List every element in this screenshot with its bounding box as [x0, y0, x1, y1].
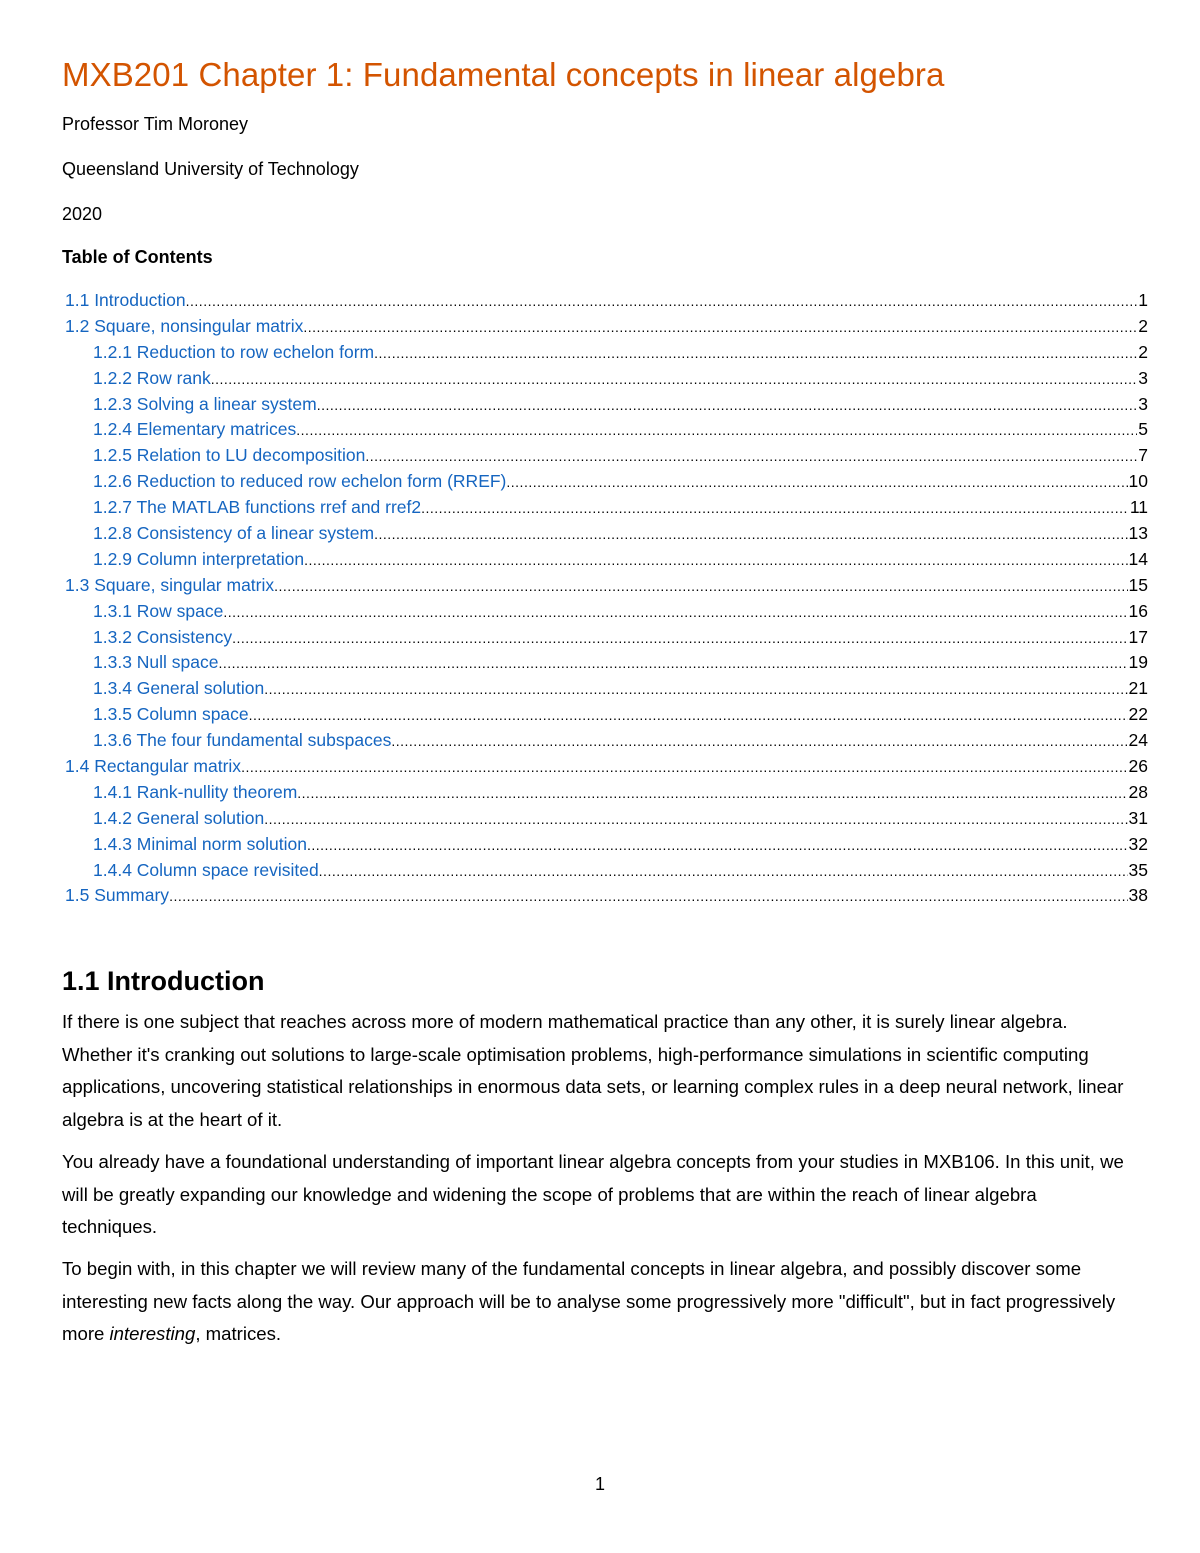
toc-dot-leader — [219, 651, 1128, 677]
toc-entry[interactable] — [62, 314, 1148, 340]
toc-page-number: 32 — [1128, 833, 1148, 854]
toc-dot-leader — [374, 341, 1137, 367]
toc-entry[interactable] — [62, 521, 1148, 547]
toc-dot-leader — [303, 315, 1137, 341]
toc-page-number: 3 — [1138, 367, 1148, 388]
toc-page-number: 14 — [1128, 548, 1148, 569]
toc-entry[interactable] — [62, 883, 1148, 909]
toc-page-number: 2 — [1138, 315, 1148, 336]
section-heading: 1.1 Introduction — [62, 966, 265, 996]
toc-entry-link[interactable]: 1.2.3 Solving a linear system — [93, 393, 317, 414]
toc-entry-link[interactable]: 1.4 Rectangular matrix — [65, 756, 242, 777]
toc-entry-link[interactable]: 1.2 Square, nonsingular matrix — [65, 315, 304, 336]
intro-paragraph-1: If there is one subject that reaches across more of modern mathematical practice than any other, it is surely linear algebra. Whether it's cranking out solutions to large-scale optimisation problems, high-performance simulations in scientific computing applications, uncovering statistical relationships in enormous data sets, or learning complex rules in a deep neural network, linear algebra is at the heart of it. — [62, 1011, 1124, 1130]
toc-dot-leader — [264, 807, 1127, 833]
toc-page-number: 31 — [1128, 807, 1148, 828]
toc-dot-leader — [506, 470, 1127, 496]
toc-entry-link[interactable]: 1.2.6 Reduction to reduced row echelon form (RREF) — [93, 471, 507, 492]
toc-dot-leader — [319, 859, 1128, 885]
toc-entry[interactable] — [62, 780, 1148, 806]
toc-entry[interactable] — [62, 547, 1148, 573]
toc-entry-link[interactable]: 1.2.5 Relation to LU decomposition — [93, 445, 366, 466]
toc-entry-link[interactable]: 1.3.3 Null space — [93, 652, 219, 673]
toc-entry-link[interactable]: 1.3.6 The four fundamental subspaces — [93, 730, 392, 751]
toc-entry[interactable] — [62, 340, 1148, 366]
toc-page-number: 21 — [1128, 678, 1148, 699]
institution-name: Queensland University of Technology — [62, 159, 359, 179]
toc-page-number: 15 — [1128, 574, 1148, 595]
toc-entry[interactable] — [62, 702, 1148, 728]
toc-page-number: 35 — [1128, 859, 1148, 880]
toc-dot-leader — [169, 884, 1127, 910]
toc-entry-link[interactable]: 1.2.7 The MATLAB functions rref and rref2 — [93, 497, 422, 518]
toc-entry[interactable] — [62, 728, 1148, 754]
toc-entry-link[interactable]: 1.2.4 Elementary matrices — [93, 419, 297, 440]
toc-entry-link[interactable]: 1.3.5 Column space — [93, 704, 249, 725]
toc-entry[interactable] — [62, 625, 1148, 651]
toc-entry[interactable] — [62, 599, 1148, 625]
toc-entry[interactable] — [62, 495, 1148, 521]
toc-page-number: 17 — [1128, 626, 1148, 647]
toc-entry-link[interactable]: 1.1 Introduction — [65, 290, 186, 310]
intro-paragraph-2: You already have a foundational understanding of important linear algebra concepts from your studies in MXB106. In this unit, we will be greatly expanding our knowledge and widening the scope of problems that are within the reach of linear algebra techniques. — [62, 1151, 1124, 1238]
toc-entry[interactable] — [62, 469, 1148, 495]
toc-heading: Table of Contents — [62, 247, 213, 267]
table-of-contents — [62, 288, 1148, 909]
toc-entry-link[interactable]: 1.4.3 Minimal norm solution — [93, 833, 307, 854]
toc-entry-link[interactable]: 1.3.4 General solution — [93, 678, 265, 699]
toc-page-number: 19 — [1128, 652, 1148, 673]
toc-entry-link[interactable]: 1.4.2 General solution — [93, 807, 265, 828]
toc-entry[interactable] — [62, 832, 1148, 858]
toc-dot-leader — [264, 677, 1127, 703]
toc-dot-leader — [186, 289, 1138, 315]
toc-page-number: 11 — [1129, 497, 1148, 518]
intro-paragraph-3-text-end: , matrices. — [195, 1323, 282, 1345]
toc-entry-link[interactable]: 1.3.1 Row space — [93, 600, 224, 621]
toc-entry-link[interactable]: 1.2.9 Column interpretation — [93, 548, 305, 569]
toc-dot-leader — [365, 444, 1137, 470]
publication-year: 2020 — [62, 204, 103, 224]
toc-entry[interactable] — [62, 650, 1148, 676]
toc-dot-leader — [317, 393, 1138, 419]
toc-page-number: 28 — [1128, 781, 1148, 802]
toc-page-number: 26 — [1128, 756, 1148, 777]
author-name: Professor Tim Moroney — [62, 114, 249, 134]
toc-entry[interactable] — [62, 573, 1148, 599]
toc-page-number: 1 — [1138, 290, 1148, 310]
toc-dot-leader — [304, 548, 1127, 574]
toc-page-number: 3 — [1138, 393, 1148, 414]
toc-page-number: 10 — [1128, 471, 1148, 492]
toc-dot-leader — [249, 703, 1128, 729]
toc-entry[interactable] — [62, 806, 1148, 832]
toc-entry-link[interactable]: 1.4.4 Column space revisited — [93, 859, 319, 880]
toc-entry[interactable] — [62, 366, 1148, 392]
toc-page-number: 7 — [1138, 445, 1148, 466]
intro-paragraph-3-text-start: To begin with, in this chapter we will review many of the fundamental concepts in linear algebra, and possibly discover some interesting new facts along the way. Our approach will be to analyse some progressively more "difficult", but in fact progressively more — [62, 1258, 1116, 1345]
toc-page-number: 13 — [1128, 523, 1148, 544]
toc-entry[interactable] — [62, 858, 1148, 884]
toc-page-number: 22 — [1128, 704, 1148, 725]
toc-entry-link[interactable]: 1.2.8 Consistency of a linear system — [93, 523, 375, 544]
toc-dot-leader — [421, 496, 1129, 522]
toc-entry-link[interactable]: 1.2.1 Reduction to row echelon form — [93, 341, 375, 362]
toc-page-number: 24 — [1128, 730, 1148, 751]
toc-dot-leader — [296, 418, 1137, 444]
toc-dot-leader — [297, 781, 1127, 807]
intro-paragraph-3 — [62, 1253, 1132, 1351]
emphasis-interesting: interesting — [109, 1323, 196, 1345]
toc-page-number: 38 — [1128, 885, 1148, 906]
toc-entry[interactable] — [62, 754, 1148, 780]
toc-dot-leader — [374, 522, 1127, 548]
document-title: MXB201 Chapter 1: Fundamental concepts in linear algebra — [62, 56, 945, 93]
toc-entry[interactable] — [62, 676, 1148, 702]
toc-dot-leader — [223, 600, 1127, 626]
toc-dot-leader — [211, 367, 1138, 393]
toc-page-number: 2 — [1138, 341, 1148, 362]
toc-entry-link[interactable]: 1.3 Square, singular matrix — [65, 574, 275, 595]
page-number: 1 — [594, 1474, 605, 1494]
toc-entry[interactable] — [62, 443, 1148, 469]
toc-page-number: 16 — [1128, 600, 1148, 621]
toc-dot-leader — [307, 833, 1128, 859]
toc-entry-link[interactable]: 1.4.1 Rank-nullity theorem — [93, 781, 298, 802]
toc-entry[interactable] — [62, 417, 1148, 443]
toc-entry-link[interactable]: 1.3.2 Consistency — [93, 626, 233, 647]
toc-entry[interactable] — [62, 288, 1148, 314]
toc-dot-leader — [274, 574, 1127, 600]
toc-entry-link[interactable]: 1.5 Summary — [65, 885, 170, 906]
toc-dot-leader — [241, 755, 1127, 781]
toc-entry[interactable] — [62, 392, 1148, 418]
toc-dot-leader — [391, 729, 1127, 755]
toc-page-number: 5 — [1138, 419, 1148, 440]
toc-dot-leader — [232, 626, 1127, 652]
toc-entry-link[interactable]: 1.2.2 Row rank — [93, 367, 211, 388]
